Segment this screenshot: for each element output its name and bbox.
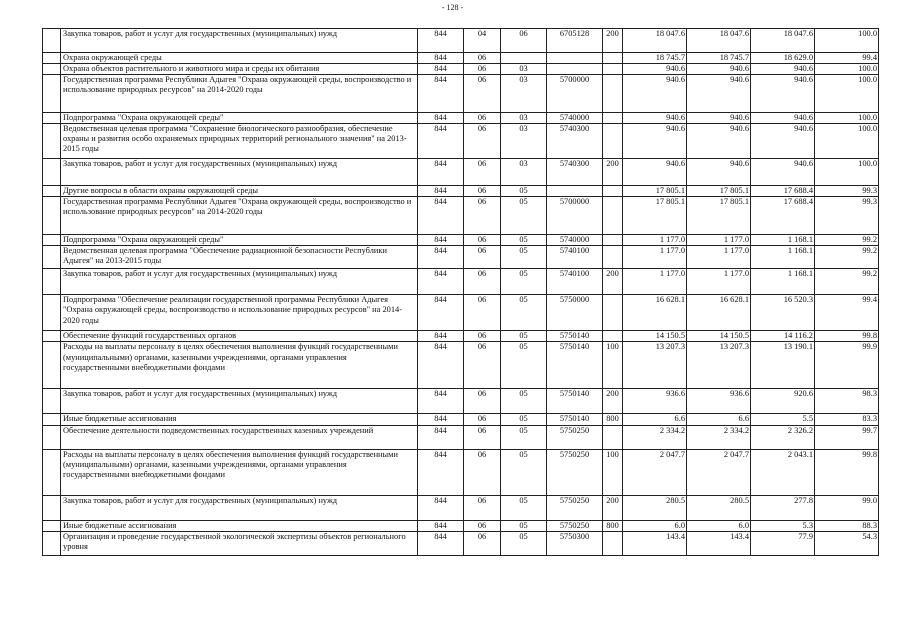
approved-amount: 936.6 bbox=[623, 389, 687, 414]
execution-percent: 88.3 bbox=[815, 520, 879, 531]
executed-amount: 920.6 bbox=[751, 389, 815, 414]
ministry-code: 844 bbox=[418, 531, 464, 555]
item-name: Расходы на выплаты персоналу в целях обеспечения выполнения функций государственными (муниципальными) органами, казенными учреждениями, органами управления государственными внебюджетными фондами bbox=[61, 449, 418, 495]
item-name: Охрана объектов растительного и животного мира и среды их обитания bbox=[61, 64, 418, 75]
approved-amount: 17 805.1 bbox=[623, 186, 687, 197]
executed-amount: 17 688.4 bbox=[751, 197, 815, 235]
executed-amount: 16 520.3 bbox=[751, 295, 815, 331]
item-name: Закупка товаров, работ и услуг для государственных (муниципальных) нужд bbox=[61, 29, 418, 53]
ministry-code: 844 bbox=[418, 197, 464, 235]
executed-amount: 940.6 bbox=[751, 159, 815, 186]
approved-amount: 14 150.5 bbox=[623, 331, 687, 342]
ministry-code: 844 bbox=[418, 295, 464, 331]
subsection-code: 05 bbox=[501, 414, 547, 425]
budget-table bbox=[42, 28, 879, 556]
ministry-code: 844 bbox=[418, 186, 464, 197]
ministry-code: 844 bbox=[418, 414, 464, 425]
execution-percent: 99.3 bbox=[815, 186, 879, 197]
item-name: Подпрограмма "Обеспечение реализации государственной программы Республики Адыгея "Охрана окружающей среды, воспроизводство и использование природных ресурсов" на 2014-2020 годы bbox=[61, 295, 418, 331]
execution-percent: 100.0 bbox=[815, 159, 879, 186]
item-name: Государственная программа Республики Адыгея "Охрана окружающей среды, воспроизводство и использование природных ресурсов" на 2014-2020 годы bbox=[61, 197, 418, 235]
subsection-code: 03 bbox=[501, 64, 547, 75]
target-article-code: 5740000 bbox=[547, 235, 603, 246]
table-row bbox=[43, 495, 879, 520]
item-name: Закупка товаров, работ и услуг для государственных (муниципальных) нужд bbox=[61, 269, 418, 295]
expense-type-code: 200 bbox=[603, 495, 623, 520]
margin-cell bbox=[43, 331, 61, 342]
expense-type-code bbox=[603, 246, 623, 269]
executed-amount: 18 629.0 bbox=[751, 53, 815, 64]
target-article-code bbox=[547, 53, 603, 64]
section-code: 06 bbox=[464, 246, 501, 269]
item-name: Обеспечение функций государственных органов bbox=[61, 331, 418, 342]
subsection-code: 05 bbox=[501, 235, 547, 246]
executed-amount: 2 326.2 bbox=[751, 425, 815, 449]
expense-type-code bbox=[603, 186, 623, 197]
planned-amount: 6.6 bbox=[687, 414, 751, 425]
ministry-code: 844 bbox=[418, 113, 464, 124]
executed-amount: 1 168.1 bbox=[751, 235, 815, 246]
margin-cell bbox=[43, 269, 61, 295]
ministry-code: 844 bbox=[418, 389, 464, 414]
expense-type-code bbox=[603, 531, 623, 555]
item-name: Организация и проведение государственной экологической экспертизы объектов регионального уровня bbox=[61, 531, 418, 555]
section-code: 06 bbox=[464, 235, 501, 246]
section-code: 06 bbox=[464, 342, 501, 389]
ministry-code: 844 bbox=[418, 75, 464, 113]
item-name: Государственная программа Республики Адыгея "Охрана окружающей среды, воспроизводство и использование природных ресурсов" на 2014-2020 годы bbox=[61, 75, 418, 113]
expense-type-code: 200 bbox=[603, 159, 623, 186]
margin-cell bbox=[43, 495, 61, 520]
expense-type-code: 100 bbox=[603, 449, 623, 495]
target-article-code: 5740300 bbox=[547, 124, 603, 159]
ministry-code: 844 bbox=[418, 342, 464, 389]
execution-percent: 100.0 bbox=[815, 75, 879, 113]
executed-amount: 17 688.4 bbox=[751, 186, 815, 197]
expense-type-code: 200 bbox=[603, 29, 623, 53]
section-code: 06 bbox=[464, 113, 501, 124]
section-code: 06 bbox=[464, 331, 501, 342]
execution-percent: 99.3 bbox=[815, 197, 879, 235]
target-article-code: 5750000 bbox=[547, 295, 603, 331]
executed-amount: 13 190.1 bbox=[751, 342, 815, 389]
subsection-code: 05 bbox=[501, 342, 547, 389]
section-code: 06 bbox=[464, 124, 501, 159]
planned-amount: 13 207.3 bbox=[687, 342, 751, 389]
item-name: Закупка товаров, работ и услуг для государственных (муниципальных) нужд bbox=[61, 389, 418, 414]
ministry-code: 844 bbox=[418, 246, 464, 269]
table-row bbox=[43, 197, 879, 235]
approved-amount: 940.6 bbox=[623, 64, 687, 75]
ministry-code: 844 bbox=[418, 449, 464, 495]
table-row bbox=[43, 53, 879, 64]
expense-type-code: 800 bbox=[603, 414, 623, 425]
item-name: Ведомственная целевая программа "Сохранение биологического разнообразия, обеспечение охраны и развития особо охраняемых природных территорий регионального значения" на 2013-2015 годы bbox=[61, 124, 418, 159]
executed-amount: 940.6 bbox=[751, 64, 815, 75]
item-name: Обеспечение деятельности подведомственных государственных казенных учреждений bbox=[61, 425, 418, 449]
planned-amount: 2 047.7 bbox=[687, 449, 751, 495]
planned-amount: 940.6 bbox=[687, 75, 751, 113]
item-name: Охрана окружающей среды bbox=[61, 53, 418, 64]
subsection-code: 03 bbox=[501, 113, 547, 124]
target-article-code: 5750250 bbox=[547, 520, 603, 531]
subsection-code: 05 bbox=[501, 331, 547, 342]
expense-type-code bbox=[603, 75, 623, 113]
approved-amount: 940.6 bbox=[623, 159, 687, 186]
table-row bbox=[43, 531, 879, 555]
section-code: 06 bbox=[464, 295, 501, 331]
approved-amount: 18 745.7 bbox=[623, 53, 687, 64]
item-name: Иные бюджетные ассигнования bbox=[61, 414, 418, 425]
target-article-code: 5750140 bbox=[547, 331, 603, 342]
expense-type-code bbox=[603, 235, 623, 246]
section-code: 06 bbox=[464, 425, 501, 449]
target-article-code: 5700000 bbox=[547, 75, 603, 113]
approved-amount: 1 177.0 bbox=[623, 246, 687, 269]
execution-percent: 100.0 bbox=[815, 29, 879, 53]
planned-amount: 940.6 bbox=[687, 124, 751, 159]
section-code: 06 bbox=[464, 186, 501, 197]
section-code: 06 bbox=[464, 531, 501, 555]
table-row bbox=[43, 389, 879, 414]
margin-cell bbox=[43, 64, 61, 75]
subsection-code: 03 bbox=[501, 75, 547, 113]
table-row bbox=[43, 75, 879, 113]
subsection-code: 05 bbox=[501, 425, 547, 449]
margin-cell bbox=[43, 29, 61, 53]
margin-cell bbox=[43, 295, 61, 331]
planned-amount: 936.6 bbox=[687, 389, 751, 414]
margin-cell bbox=[43, 53, 61, 64]
table-row bbox=[43, 342, 879, 389]
target-article-code: 5750250 bbox=[547, 449, 603, 495]
section-code: 06 bbox=[464, 64, 501, 75]
margin-cell bbox=[43, 389, 61, 414]
executed-amount: 14 116.2 bbox=[751, 331, 815, 342]
subsection-code: 06 bbox=[501, 29, 547, 53]
execution-percent: 100.0 bbox=[815, 64, 879, 75]
ministry-code: 844 bbox=[418, 331, 464, 342]
table-row bbox=[43, 425, 879, 449]
planned-amount: 940.6 bbox=[687, 159, 751, 186]
expense-type-code bbox=[603, 295, 623, 331]
execution-percent: 99.2 bbox=[815, 246, 879, 269]
executed-amount: 5.5 bbox=[751, 414, 815, 425]
subsection-code: 05 bbox=[501, 520, 547, 531]
margin-cell bbox=[43, 246, 61, 269]
item-name: Закупка товаров, работ и услуг для государственных (муниципальных) нужд bbox=[61, 495, 418, 520]
approved-amount: 6.6 bbox=[623, 414, 687, 425]
margin-cell bbox=[43, 449, 61, 495]
planned-amount: 16 628.1 bbox=[687, 295, 751, 331]
approved-amount: 940.6 bbox=[623, 113, 687, 124]
table-row bbox=[43, 124, 879, 159]
execution-percent: 99.9 bbox=[815, 342, 879, 389]
section-code: 06 bbox=[464, 389, 501, 414]
section-code: 06 bbox=[464, 495, 501, 520]
ministry-code: 844 bbox=[418, 29, 464, 53]
margin-cell bbox=[43, 235, 61, 246]
margin-cell bbox=[43, 425, 61, 449]
target-article-code: 5750300 bbox=[547, 531, 603, 555]
target-article-code bbox=[547, 64, 603, 75]
executed-amount: 2 043.1 bbox=[751, 449, 815, 495]
table-row bbox=[43, 246, 879, 269]
target-article-code: 5750140 bbox=[547, 389, 603, 414]
expense-type-code bbox=[603, 113, 623, 124]
ministry-code: 844 bbox=[418, 235, 464, 246]
ministry-code: 844 bbox=[418, 64, 464, 75]
margin-cell bbox=[43, 75, 61, 113]
expense-type-code bbox=[603, 53, 623, 64]
subsection-code: 03 bbox=[501, 159, 547, 186]
target-article-code: 5740100 bbox=[547, 246, 603, 269]
target-article-code: 5740300 bbox=[547, 159, 603, 186]
target-article-code: 5740100 bbox=[547, 269, 603, 295]
table-row bbox=[43, 414, 879, 425]
executed-amount: 940.6 bbox=[751, 75, 815, 113]
execution-percent: 54.3 bbox=[815, 531, 879, 555]
approved-amount: 940.6 bbox=[623, 124, 687, 159]
execution-percent: 99.2 bbox=[815, 269, 879, 295]
ministry-code: 844 bbox=[418, 53, 464, 64]
table-row bbox=[43, 64, 879, 75]
approved-amount: 1 177.0 bbox=[623, 235, 687, 246]
execution-percent: 83.3 bbox=[815, 414, 879, 425]
expense-type-code bbox=[603, 124, 623, 159]
executed-amount: 940.6 bbox=[751, 124, 815, 159]
planned-amount: 14 150.5 bbox=[687, 331, 751, 342]
section-code: 06 bbox=[464, 159, 501, 186]
margin-cell bbox=[43, 124, 61, 159]
subsection-code: 05 bbox=[501, 269, 547, 295]
executed-amount: 1 168.1 bbox=[751, 246, 815, 269]
expense-type-code: 200 bbox=[603, 269, 623, 295]
executed-amount: 77.9 bbox=[751, 531, 815, 555]
planned-amount: 18 745.7 bbox=[687, 53, 751, 64]
ministry-code: 844 bbox=[418, 425, 464, 449]
section-code: 06 bbox=[464, 269, 501, 295]
approved-amount: 6.0 bbox=[623, 520, 687, 531]
execution-percent: 99.4 bbox=[815, 295, 879, 331]
target-article-code: 5740000 bbox=[547, 113, 603, 124]
target-article-code: 5750140 bbox=[547, 342, 603, 389]
planned-amount: 2 334.2 bbox=[687, 425, 751, 449]
target-article-code: 5700000 bbox=[547, 197, 603, 235]
target-article-code: 5750250 bbox=[547, 425, 603, 449]
subsection-code: 05 bbox=[501, 186, 547, 197]
subsection-code: 05 bbox=[501, 389, 547, 414]
planned-amount: 1 177.0 bbox=[687, 269, 751, 295]
table-row bbox=[43, 520, 879, 531]
page-number: - 128 - bbox=[441, 3, 464, 12]
approved-amount: 280.5 bbox=[623, 495, 687, 520]
target-article-code: 5750250 bbox=[547, 495, 603, 520]
expense-type-code bbox=[603, 331, 623, 342]
section-code: 04 bbox=[464, 29, 501, 53]
target-article-code bbox=[547, 186, 603, 197]
approved-amount: 940.6 bbox=[623, 75, 687, 113]
planned-amount: 17 805.1 bbox=[687, 186, 751, 197]
table-row bbox=[43, 159, 879, 186]
planned-amount: 1 177.0 bbox=[687, 246, 751, 269]
target-article-code: 5750140 bbox=[547, 414, 603, 425]
section-code: 06 bbox=[464, 53, 501, 64]
ministry-code: 844 bbox=[418, 124, 464, 159]
item-name: Подпрограмма "Охрана окружающей среды" bbox=[61, 113, 418, 124]
ministry-code: 844 bbox=[418, 159, 464, 186]
section-code: 06 bbox=[464, 449, 501, 495]
executed-amount: 1 168.1 bbox=[751, 269, 815, 295]
executed-amount: 18 047.6 bbox=[751, 29, 815, 53]
planned-amount: 940.6 bbox=[687, 64, 751, 75]
planned-amount: 17 805.1 bbox=[687, 197, 751, 235]
execution-percent: 99.8 bbox=[815, 449, 879, 495]
margin-cell bbox=[43, 197, 61, 235]
planned-amount: 18 047.6 bbox=[687, 29, 751, 53]
item-name: Иные бюджетные ассигнования bbox=[61, 520, 418, 531]
expense-type-code: 100 bbox=[603, 342, 623, 389]
expense-type-code: 800 bbox=[603, 520, 623, 531]
execution-percent: 100.0 bbox=[815, 113, 879, 124]
section-code: 06 bbox=[464, 520, 501, 531]
margin-cell bbox=[43, 531, 61, 555]
approved-amount: 2 334.2 bbox=[623, 425, 687, 449]
expense-type-code bbox=[603, 197, 623, 235]
executed-amount: 940.6 bbox=[751, 113, 815, 124]
margin-cell bbox=[43, 186, 61, 197]
subsection-code: 05 bbox=[501, 495, 547, 520]
subsection-code bbox=[501, 53, 547, 64]
approved-amount: 143.4 bbox=[623, 531, 687, 555]
subsection-code: 05 bbox=[501, 449, 547, 495]
approved-amount: 2 047.7 bbox=[623, 449, 687, 495]
subsection-code: 05 bbox=[501, 295, 547, 331]
margin-cell bbox=[43, 520, 61, 531]
subsection-code: 03 bbox=[501, 124, 547, 159]
planned-amount: 940.6 bbox=[687, 113, 751, 124]
approved-amount: 16 628.1 bbox=[623, 295, 687, 331]
execution-percent: 99.0 bbox=[815, 495, 879, 520]
ministry-code: 844 bbox=[418, 495, 464, 520]
table-row bbox=[43, 113, 879, 124]
margin-cell bbox=[43, 159, 61, 186]
approved-amount: 17 805.1 bbox=[623, 197, 687, 235]
section-code: 06 bbox=[464, 414, 501, 425]
ministry-code: 844 bbox=[418, 269, 464, 295]
execution-percent: 100.0 bbox=[815, 124, 879, 159]
section-code: 06 bbox=[464, 75, 501, 113]
table-row bbox=[43, 295, 879, 331]
approved-amount: 18 047.6 bbox=[623, 29, 687, 53]
table-row bbox=[43, 186, 879, 197]
planned-amount: 143.4 bbox=[687, 531, 751, 555]
margin-cell bbox=[43, 113, 61, 124]
executed-amount: 5.3 bbox=[751, 520, 815, 531]
executed-amount: 277.8 bbox=[751, 495, 815, 520]
expense-type-code bbox=[603, 425, 623, 449]
margin-cell bbox=[43, 342, 61, 389]
expense-type-code: 200 bbox=[603, 389, 623, 414]
expense-type-code bbox=[603, 64, 623, 75]
margin-cell bbox=[43, 414, 61, 425]
item-name: Ведомственная целевая программа "Обеспечение радиационной безопасности Республики Адыгея" на 2013-2015 годы bbox=[61, 246, 418, 269]
target-article-code: 6705128 bbox=[547, 29, 603, 53]
item-name: Другие вопросы в области охраны окружающей среды bbox=[61, 186, 418, 197]
section-code: 06 bbox=[464, 197, 501, 235]
execution-percent: 99.2 bbox=[815, 235, 879, 246]
table-row bbox=[43, 331, 879, 342]
approved-amount: 1 177.0 bbox=[623, 269, 687, 295]
table-row bbox=[43, 269, 879, 295]
item-name: Подпрограмма "Охрана окружающей среды" bbox=[61, 235, 418, 246]
planned-amount: 280.5 bbox=[687, 495, 751, 520]
subsection-code: 05 bbox=[501, 531, 547, 555]
table-row bbox=[43, 29, 879, 53]
planned-amount: 1 177.0 bbox=[687, 235, 751, 246]
table-row bbox=[43, 235, 879, 246]
execution-percent: 99.7 bbox=[815, 425, 879, 449]
subsection-code: 05 bbox=[501, 197, 547, 235]
execution-percent: 98.3 bbox=[815, 389, 879, 414]
ministry-code: 844 bbox=[418, 520, 464, 531]
table-row bbox=[43, 449, 879, 495]
item-name: Расходы на выплаты персоналу в целях обеспечения выполнения функций государственными (муниципальными) органами, казенными учреждениями, органами управления государственными внебюджетными фондами bbox=[61, 342, 418, 389]
approved-amount: 13 207.3 bbox=[623, 342, 687, 389]
subsection-code: 05 bbox=[501, 246, 547, 269]
execution-percent: 99.8 bbox=[815, 331, 879, 342]
planned-amount: 6.0 bbox=[687, 520, 751, 531]
item-name: Закупка товаров, работ и услуг для государственных (муниципальных) нужд bbox=[61, 159, 418, 186]
execution-percent: 99.4 bbox=[815, 53, 879, 64]
